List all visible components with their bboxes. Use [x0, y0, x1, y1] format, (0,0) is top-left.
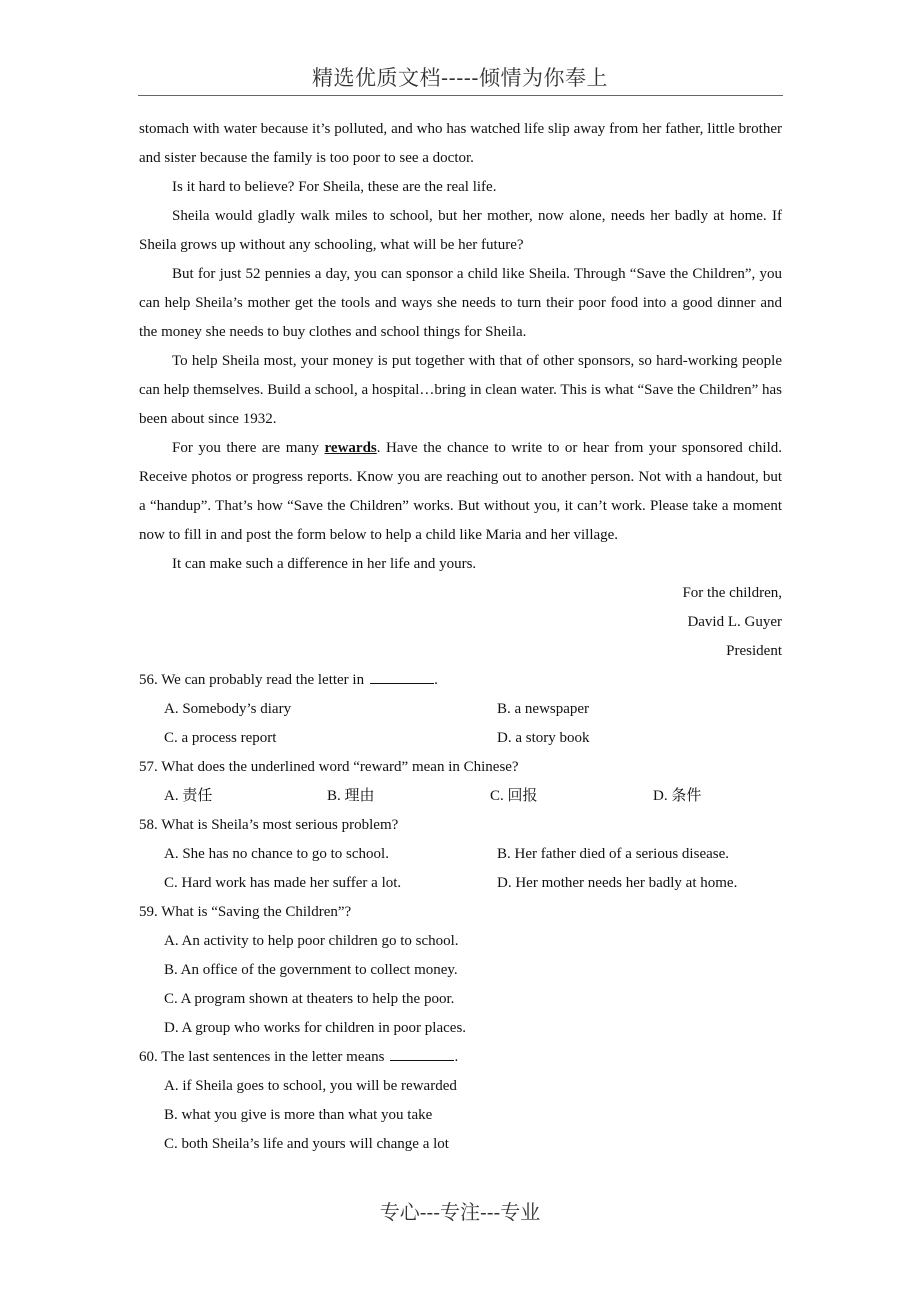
options-row: [139, 869, 782, 898]
option-d[interactable]: D. 条件: [653, 788, 702, 804]
page-header: 精选优质文档-----倾情为你奉上: [312, 66, 608, 90]
option-a[interactable]: A. An activity to help poor children go to school.: [164, 933, 459, 949]
letter-paragraph-4: But for just 52 pennies a day, you can sponsor a child like Sheila. Through “Save the Children”, you can help Sheila’s mother get the tools and ways she needs to turn their poor food into a good dinner and the money she needs to buy clothes and school things for Sheila.: [139, 266, 782, 340]
option-c[interactable]: C. a process report: [164, 730, 277, 746]
question-stem: 60. The last sentences in the letter means: [139, 1049, 385, 1065]
option-d[interactable]: D. Her mother needs her badly at home.: [497, 875, 738, 891]
question-58: 58. What is Sheila’s most serious problem?: [139, 817, 399, 833]
question-60: [139, 1043, 782, 1072]
question-stem: 56. We can probably read the letter in: [139, 672, 365, 688]
question-end: .: [434, 672, 438, 688]
option-b[interactable]: B. Her father died of a serious disease.: [497, 846, 730, 862]
options-row: [139, 782, 782, 811]
letter-paragraph-6: [139, 434, 782, 550]
page-footer: 专心---专注---专业: [379, 1200, 541, 1224]
letter-paragraph-2: Is it hard to believe? For Sheila, these are the real life.: [172, 179, 497, 195]
option-c[interactable]: C. both Sheila’s life and yours will change a lot: [164, 1136, 449, 1152]
option-c[interactable]: C. A program shown at theaters to help the poor.: [164, 991, 455, 1007]
signature-name: David L. Guyer: [687, 614, 782, 630]
option-b[interactable]: B. 理由: [327, 788, 375, 804]
option-a[interactable]: A. 责任: [164, 788, 213, 804]
question-end: .: [454, 1049, 459, 1065]
options-row: [139, 840, 782, 869]
question-57: 57. What does the underlined word “reward” mean in Chinese?: [139, 759, 519, 775]
letter-paragraph-7: It can make such a difference in her life and yours.: [172, 556, 477, 572]
options-row: [139, 724, 782, 753]
p6-before: For you there are many: [172, 440, 325, 456]
answer-blank: [370, 669, 434, 684]
option-c[interactable]: C. 回报: [490, 788, 538, 804]
underlined-word-rewards: rewards: [324, 440, 377, 456]
answer-blank: [390, 1046, 454, 1061]
option-d[interactable]: D. A group who works for children in poor places.: [164, 1020, 467, 1036]
option-a[interactable]: A. Somebody’s diary: [164, 701, 292, 717]
document-body: [139, 115, 782, 1159]
option-b[interactable]: B. An office of the government to collect money.: [164, 962, 458, 978]
p6-after: . Have the chance to write to or hear from your sponsored child. Receive photos or progress reports. Know you are reaching out to another person. Not with a handout, but a “handup”. That’s how “Save the Children” works. But without you, it can’t work. Please take a moment now to fill in and post the form below to help a child like Maria and her village.: [139, 440, 783, 543]
question-59: 59. What is “Saving the Children”?: [139, 904, 352, 920]
letter-paragraph-5: To help Sheila most, your money is put together with that of other sponsors, so hard-working people can help themselves. Build a school, a hospital…bring in clean water. This is what “Save the Children” has been about since 1932.: [139, 353, 782, 427]
option-b[interactable]: B. what you give is more than what you take: [164, 1107, 433, 1123]
options-row: [139, 695, 782, 724]
letter-paragraph-1: stomach with water because it’s polluted, and who has watched life slip away from her father, little brother and sister because the family is too poor to see a doctor.: [139, 121, 782, 166]
option-b[interactable]: B. a newspaper: [497, 701, 590, 717]
signature-title: President: [726, 643, 782, 659]
option-c[interactable]: C. Hard work has made her suffer a lot.: [164, 875, 402, 891]
option-a[interactable]: A. She has no chance to go to school.: [164, 846, 389, 862]
signature-closing: For the children,: [682, 585, 782, 601]
question-56: [139, 666, 782, 695]
header-divider: [138, 95, 783, 96]
option-a[interactable]: A. if Sheila goes to school, you will be rewarded: [164, 1078, 457, 1094]
letter-paragraph-3: Sheila would gladly walk miles to school, but her mother, now alone, needs her badly at home. If Sheila grows up without any schooling, what will be her future?: [139, 208, 782, 253]
option-d[interactable]: D. a story book: [497, 730, 590, 746]
